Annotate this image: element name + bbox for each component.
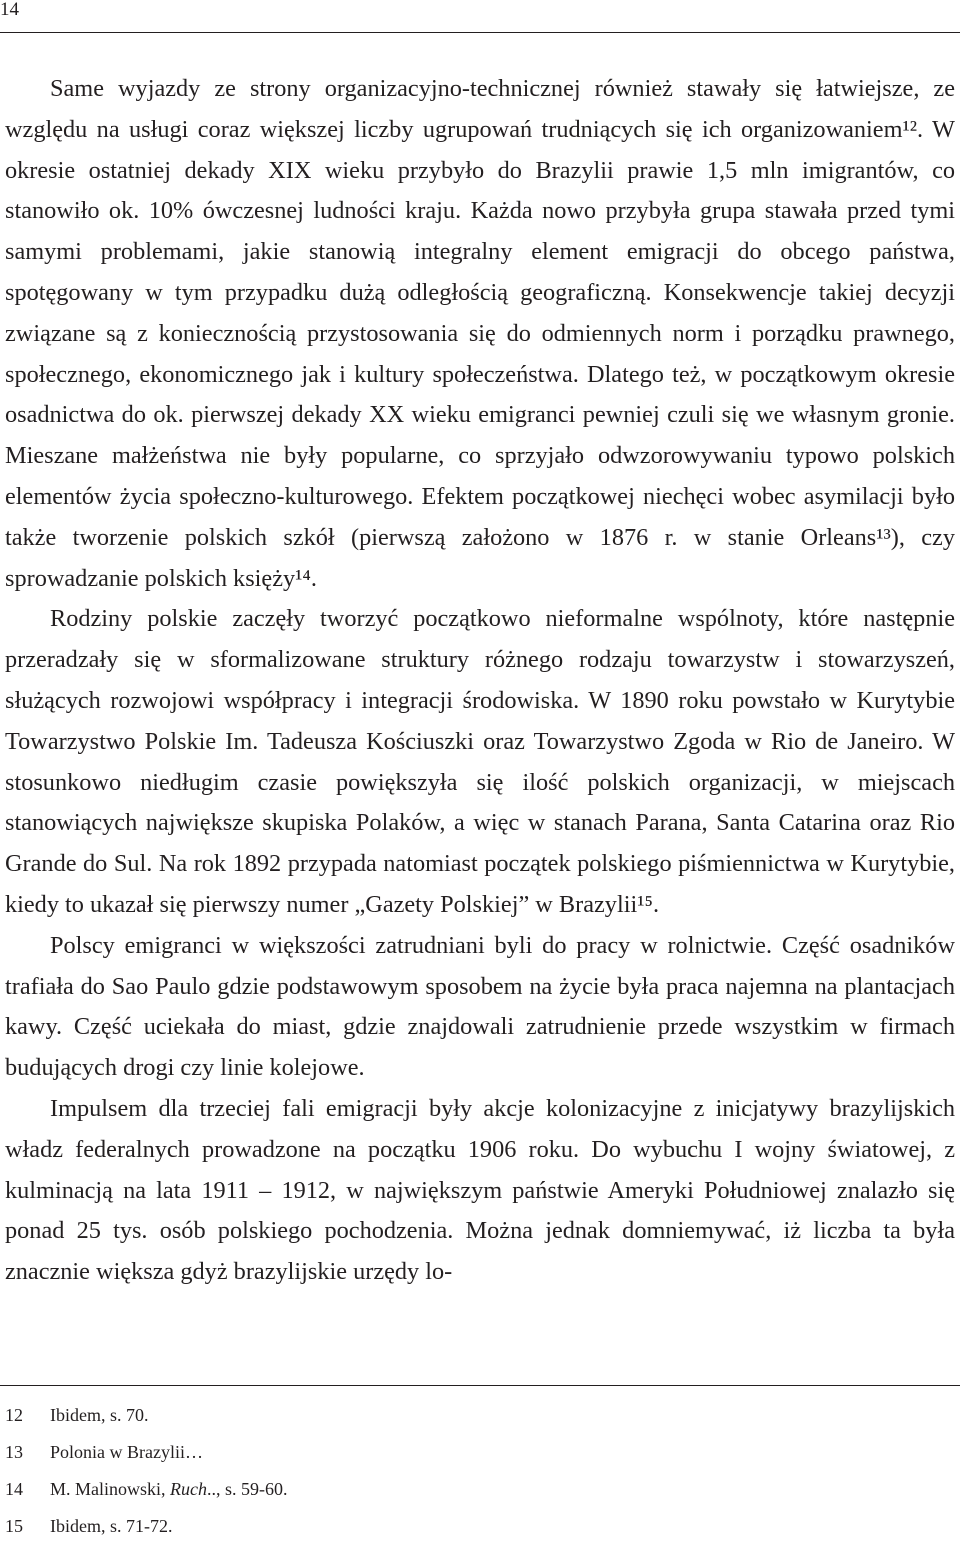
footnote-rule bbox=[0, 1385, 960, 1386]
paragraph-2: Rodziny polskie zaczęły tworzyć początkowo nieformalne wspólnoty, które następnie przeradzały się w sformalizowane struktury różnego rodzaju towarzystw i stowarzyszeń, służących rozwojowi współpracy i integracji środowiska. W 1890 roku powstało w Kurytybie Towarzystwo Polskie Im. Tadeusza Kościuszki oraz Towarzystwo Zgoda w Rio de Janeiro. W stosunkowo niedługim czasie powiększyła się ilość polskich organizacji, w miejscach stanowiących największe skupiska Polaków, a więc w stanach Parana, Santa Catarina oraz Rio Grande do Sul. Na rok 1892 przypada natomiast początek polskiego piśmiennictwa w Kurytybie, kiedy to ukazał się pierwszy numer „Gazety Polskiej” w Brazylii¹⁵. bbox=[5, 605, 955, 918]
footnote-number: 12 bbox=[5, 1405, 23, 1425]
footnote-number: 13 bbox=[5, 1442, 23, 1462]
paragraph-3: Polscy emigranci w większości zatrudniani byli do pracy w rolnictwie. Część osadników trafiała do Sao Paulo gdzie podstawowym sposobem na życie była praca najemna na plantacjach kawy. Część uciekała do miast, gdzie znajdowali zatrudnienie przede wszystkim w firmach budujących drogi czy linie kolejowe. bbox=[5, 931, 955, 1082]
footnote-text: Polonia w Brazylii… bbox=[50, 1442, 203, 1462]
footnote-text bbox=[50, 1471, 288, 1508]
footnote-text: Ibidem, s. 71-72. bbox=[50, 1516, 173, 1536]
footnote-15 bbox=[5, 1508, 705, 1545]
footnote-text: Ibidem, s. 70. bbox=[50, 1405, 149, 1425]
footnote-12 bbox=[5, 1397, 705, 1434]
header-rule bbox=[0, 32, 960, 33]
footnote-text-before: M. Malinowski, bbox=[50, 1479, 171, 1499]
page-number: 14 bbox=[0, 0, 19, 20]
footnote-13 bbox=[5, 1434, 705, 1471]
paragraph-4: Impulsem dla trzeciej fali emigracji były akcje kolonizacyjne z inicjatywy brazylijskich władz federalnych prowadzone na początku 1906 roku. Do wybuchu I wojny światowej, z kulminacją na lata 1911 – 1912, w największym państwie Ameryki Południowej znalazło się ponad 25 tys. osób polskiego pochodzenia. Można jednak domniemywać, iż liczba ta była znacznie większa gdyż brazylijskie urzędy lo- bbox=[5, 1094, 955, 1286]
body-text bbox=[5, 69, 955, 1293]
footnote-italic-title: Ruch bbox=[170, 1479, 207, 1499]
footnotes bbox=[5, 1397, 705, 1545]
footnote-number: 14 bbox=[5, 1479, 23, 1499]
footnote-number: 15 bbox=[5, 1516, 23, 1536]
footnote-text-after: .., s. 59-60. bbox=[207, 1479, 288, 1499]
paragraph-1: Same wyjazdy ze strony organizacyjno-technicznej również stawały się łatwiejsze, ze względu na usługi coraz większej liczby ugrupowań trudniących się ich organizowaniem¹². W okresie ostatniej dekady XIX wieku przybyło do Brazylii prawie 1,5 mln imigrantów, co stanowiło ok. 10% ówczesnej ludności kraju. Każda nowo przybyła grupa stawała przed tymi samymi problemami, jakie stanowią integralny element emigracji do obcego państwa, spotęgowany w tym przypadku dużą odległością geograficzną. Konsekwencje takiej decyzji związane są z koniecznością przystosowania się do odmiennych norm i porządku prawnego, społecznego, ekonomicznego jak i kultury społeczeństwa. Dlatego też, w początkowym okresie osadnictwa do ok. pierwszej dekady XX wieku emigranci pewniej czuli się we własnym gronie. Mieszane małżeństwa nie były popularne, co sprzyjało odwzorowywaniu typowo polskich elementów życia społeczno-kulturowego. Efektem początkowej niechęci wobec asymilacji było także tworzenie polskich szkół (pierwszą założono w 1876 r. w stanie Orleans¹³), czy sprowadzanie polskich księży¹⁴. bbox=[5, 75, 955, 592]
footnote-14 bbox=[5, 1471, 705, 1508]
